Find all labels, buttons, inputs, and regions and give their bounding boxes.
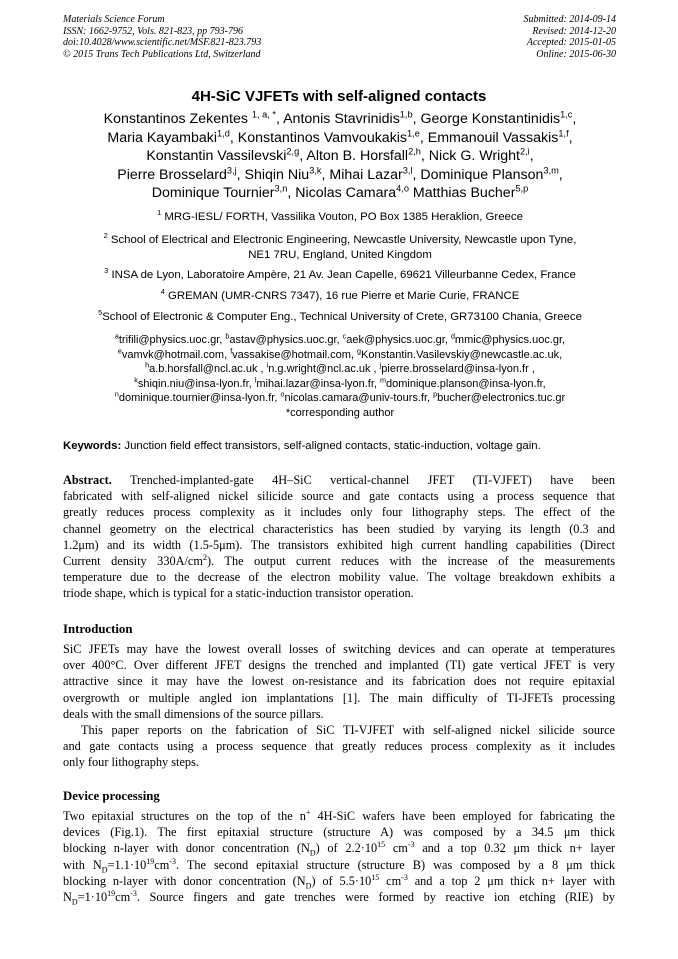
paragraph-line: This paper reports on the fabrication of SiC TI-VJFET with self-aligned nickel silicide source	[81, 722, 615, 737]
abstract-line: temperature due to the decrease of the electron mobility value. The voltage breakdown exhibits a	[63, 570, 615, 585]
email-address: vamvk@hotmail.com,	[121, 348, 231, 361]
introduction-text	[63, 641, 615, 771]
affiliation-text: NE1 7RU, England, United Kingdom	[248, 248, 432, 261]
journal-header-right	[524, 14, 617, 60]
author-affiliation-mark: 3,j	[226, 165, 237, 176]
paragraph-line: overgrowth or multiple angled ion implantations [1]. The main difficulty of TI-JFETs processing	[63, 690, 615, 705]
paragraph-line: deals with the small dimensions of the source pillars.	[63, 706, 324, 721]
author-name: , Emmanouil Vassakis	[419, 129, 559, 146]
device-processing-text	[63, 808, 615, 905]
email-line	[40, 362, 640, 377]
email-mark: l	[254, 376, 257, 385]
text: ) of 2.2·10	[315, 841, 378, 856]
email-mark: b	[225, 332, 230, 341]
email-list	[40, 333, 640, 421]
author-affiliation-mark: 1,b	[399, 109, 413, 120]
author-line	[40, 110, 640, 129]
email-mark: e	[117, 346, 122, 355]
author-name: Pierre Brosselard	[117, 166, 227, 183]
author-name: , Dominique Planson	[412, 166, 544, 183]
journal-name: Materials Science Forum	[63, 14, 165, 25]
keywords	[63, 440, 623, 452]
text: ) of 5.5·10	[311, 873, 372, 888]
author-separator: ,	[529, 148, 534, 165]
author-affiliation-mark: 5,p	[515, 183, 529, 194]
author-name: Dominique Tournier	[151, 185, 275, 202]
affiliation-3	[40, 268, 640, 283]
paragraph-line	[63, 857, 615, 873]
abstract-line: channel geometry on the electrical characteristics has been studied by varying its length (0.3 and	[63, 521, 615, 536]
keywords-label: Keywords:	[63, 440, 122, 452]
author-affiliation-mark: 1,c	[560, 109, 573, 120]
paragraph-line	[63, 808, 615, 824]
paragraph-line: devices (Fig.1). The first epitaxial structure (structure A) was composed by a 34.5 μm thick	[63, 825, 615, 840]
journal-header-left	[63, 14, 261, 60]
text: Two epitaxial structures on the top of the n	[63, 809, 306, 823]
email-mark: g	[357, 346, 362, 355]
paper-title: 4H-SiC VJFETs with self-aligned contacts	[191, 88, 487, 105]
affiliation-number: 4	[160, 287, 165, 297]
text: blocking n-layer with donor concentration (N	[63, 841, 310, 856]
email-address: bucher@electronics.tuc.gr	[437, 392, 566, 405]
email-address: vassakise@hotmail.com,	[232, 348, 358, 361]
email-mark: o	[280, 390, 285, 399]
author-separator: ,	[568, 129, 573, 146]
subscript: D	[71, 897, 78, 907]
subscript: D	[305, 881, 312, 891]
author-affiliation-mark: 1,f	[558, 127, 569, 138]
abstract-text: ). The output current reduces with the increase of the measurements	[206, 553, 615, 568]
text: . Source fingers and gate trenches were formed by reactive ion etching (RIE) by	[136, 889, 615, 904]
author-name: , Mihai Lazar	[321, 166, 403, 183]
email-mark: h	[145, 361, 150, 370]
affiliation-text: MRG-IESL/ FORTH, Vassilika Vouton, PO Box 1385 Heraklion, Greece	[164, 211, 523, 223]
corresponding-author-note	[40, 406, 640, 421]
affiliation-text: GREMAN (UMR-CNRS 7347), 16 rue Pierre et Marie Curie, FRANCE	[168, 290, 520, 302]
affiliation-number: 2	[103, 231, 108, 241]
email-address: mmic@physics.uoc.gr,	[454, 334, 566, 346]
email-address: dominique.tournier@insa-lyon.fr,	[118, 392, 281, 405]
email-address: trifili@physics.uoc.gr,	[118, 334, 226, 346]
subscript: D	[309, 848, 316, 858]
abstract-line: greatly reduces process complexity as it includes only four lithography steps. The effect of the	[63, 505, 615, 520]
email-mark: a	[114, 332, 119, 341]
abstract-text: Trenched-implanted-gate 4H–SiC vertical-channel JFET (TI-VJFET) have been	[111, 473, 615, 487]
copyright-line: © 2015 Trans Tech Publications Ltd, Switzerland	[63, 48, 261, 60]
text: =1·10	[77, 889, 108, 904]
paragraph-line	[63, 840, 615, 856]
superscript: -3	[401, 872, 408, 882]
author-name: , Konstantinos Vamvoukakis	[229, 129, 408, 146]
author-name: , Nick G. Wright	[420, 148, 520, 165]
author-name: , Antonis Stavrinidis	[275, 111, 400, 127]
author-name: Konstantin Vassilevski	[146, 148, 287, 165]
text: and a top 2 μm thick n+ layer with	[407, 873, 616, 888]
text: N	[63, 889, 72, 904]
email-mark: d	[450, 332, 455, 341]
affiliation-text: School of Electrical and Electronic Engineering, Newcastle University, Newcastle upon Tyne,	[110, 234, 577, 246]
author-affiliation-mark: 1, a, *	[251, 109, 276, 120]
author-affiliation-mark: 3,m	[543, 165, 559, 176]
affiliation-text: School of Electronic & Computer Eng., Technical University of Crete, GR73100 Chania, Greece	[102, 311, 582, 323]
author-name: Konstantinos Zekentes	[103, 111, 252, 127]
author-affiliation-mark: 2,g	[286, 146, 300, 157]
affiliation-text: INSA de Lyon, Laboratoire Ampère, 21 Av. Jean Capelle, 69621 Villeurbanne Cedex, France	[111, 269, 576, 281]
email-mark: f	[230, 346, 233, 355]
superscript: 19	[107, 888, 116, 898]
author-name: , George Konstantinidis	[412, 111, 561, 127]
superscript: 15	[371, 872, 380, 882]
email-address: Konstantin.Vasilevskiy@newcastle.ac.uk,	[361, 348, 563, 361]
superscript: -3	[407, 840, 415, 850]
email-line	[40, 391, 640, 406]
paragraph-line: and gate contacts using a process sequence that greatly reduces process complexity as it includes	[63, 739, 615, 754]
author-line	[40, 184, 640, 203]
author-line	[40, 166, 640, 185]
affiliation-2	[40, 233, 640, 262]
submitted-date: Submitted: 2014-09-14	[523, 14, 616, 25]
affiliation-1	[40, 210, 640, 225]
author-name: , Alton B. Horsfall	[299, 148, 409, 165]
author-affiliation-mark: 1,e	[407, 127, 420, 138]
abstract	[63, 472, 615, 602]
paragraph-line: over 400°C. Over different JFET designs the trenched and implanted (TI) gate vertical JFET is very	[63, 658, 615, 673]
paragraph-line: attractive since it may have the lowest on-resistance and its fabrication does not require epitaxial	[63, 674, 615, 689]
superscript: 19	[146, 856, 155, 866]
section-heading-device-processing: Device processing	[63, 789, 160, 803]
email-line	[40, 333, 640, 348]
author-name: Maria Kayambaki	[107, 129, 218, 146]
author-list	[40, 110, 640, 203]
email-mark: m	[380, 376, 386, 385]
superscript: -3	[130, 888, 137, 898]
paragraph-line	[63, 889, 615, 905]
email-mark: c	[342, 332, 347, 341]
paragraph-line	[63, 873, 615, 889]
email-address: mihai.lazar@insa-lyon.fr,	[256, 377, 381, 390]
text: cm	[115, 889, 131, 904]
abstract-label: Abstract.	[63, 473, 112, 487]
text: =1.1·10	[107, 857, 147, 872]
author-affiliation-mark: 2,i	[519, 146, 530, 157]
abstract-line	[63, 553, 615, 569]
email-mark: i	[266, 361, 269, 370]
email-address: pierre.brosselard@insa-lyon.fr ,	[381, 363, 535, 376]
section-heading-introduction: Introduction	[63, 622, 133, 636]
email-line	[40, 348, 640, 363]
author-affiliation-mark: 1,d	[217, 127, 230, 138]
author-name: , Shiqin Niu	[236, 166, 310, 183]
superscript: 2	[202, 552, 207, 562]
affiliation-number: 3	[104, 266, 109, 276]
email-address: dominique.planson@insa-lyon.fr,	[385, 377, 546, 390]
abstract-line: 1.2μm) and its width (1.5-5μm). The transistors exhibited high current handling capabilities (Direct	[63, 537, 615, 552]
text: cm	[385, 841, 408, 856]
superscript: 15	[377, 840, 386, 850]
email-mark: j	[379, 361, 382, 370]
issn-line: ISSN: 1662-9752, Vols. 821-823, pp 793-796	[63, 25, 243, 37]
text: 4H-SiC wafers have been employed for fabricating the	[310, 809, 615, 823]
email-mark: k	[134, 376, 138, 385]
author-affiliation-mark: 3,l	[402, 165, 413, 176]
revised-date: Revised: 2014-12-20	[532, 25, 616, 37]
affiliation-number: 1	[157, 208, 162, 218]
email-address: shiqin.niu@insa-lyon.fr,	[137, 377, 255, 390]
abstract-text: Current density 330A/cm	[63, 553, 203, 568]
affiliation-5	[40, 310, 640, 325]
author-affiliation-mark: 3,k	[309, 165, 322, 176]
author-line	[40, 129, 640, 148]
email-address: a.b.horsfall@ncl.ac.uk ,	[149, 363, 267, 376]
author-separator: ,	[558, 166, 563, 183]
author-affiliation-mark: 3,n	[274, 183, 288, 194]
email-mark: n	[114, 390, 119, 399]
email-address: astav@physics.uoc.gr,	[229, 334, 343, 346]
abstract-line	[63, 472, 615, 488]
accepted-date: Accepted: 2015-01-05	[526, 37, 616, 48]
author-name: , Nicolas Camara	[287, 185, 397, 202]
abstract-line: triode shape, which is typical for a static-induction transistor operation.	[63, 586, 414, 601]
email-mark: p	[433, 390, 438, 399]
text: blocking n-layer with donor concentration (N	[63, 873, 306, 888]
author-name: Matthias Bucher	[408, 185, 516, 202]
corresponding-author-text: *corresponding author	[285, 406, 395, 419]
email-line	[40, 377, 640, 392]
paragraph-line: SiC JFETs may have the lowest overall losses of switching devices and can operate at temperatures	[63, 642, 615, 656]
email-address: n.g.wright@ncl.ac.uk ,	[268, 363, 380, 376]
paragraph-line: only four lithography steps.	[63, 755, 199, 770]
abstract-line: fabricated with self-aligned nickel silicide source and gate contacts using a process sequence that	[63, 489, 615, 504]
email-address: aek@physics.uoc.gr,	[346, 334, 451, 346]
subscript: D	[101, 865, 108, 875]
affiliation-number: 5	[98, 308, 103, 318]
text: cm	[379, 873, 402, 888]
author-line	[40, 147, 640, 166]
author-affiliation-mark: 2,h	[408, 146, 421, 157]
superscript: +	[305, 807, 311, 817]
author-separator: ,	[572, 111, 577, 127]
doi-line: doi:10.4028/www.scientific.net/MSF.821-823.793	[63, 37, 262, 48]
affiliation-4	[40, 289, 640, 304]
author-affiliation-mark: 4,o	[396, 183, 409, 194]
keywords-text: Junction field effect transistors, self-aligned contacts, static-induction, voltage gain.	[121, 440, 541, 452]
text: and a top 0.32 μm thick n+ layer	[414, 841, 615, 856]
email-address: nicolas.camara@univ-tours.fr,	[284, 392, 434, 405]
text: cm	[154, 857, 170, 872]
online-date: Online: 2015-06-30	[536, 48, 616, 60]
text: with N	[63, 857, 102, 872]
superscript: -3	[169, 856, 176, 866]
text: . The second epitaxial structure (structure B) was composed by a 8 μm thick	[175, 857, 615, 872]
